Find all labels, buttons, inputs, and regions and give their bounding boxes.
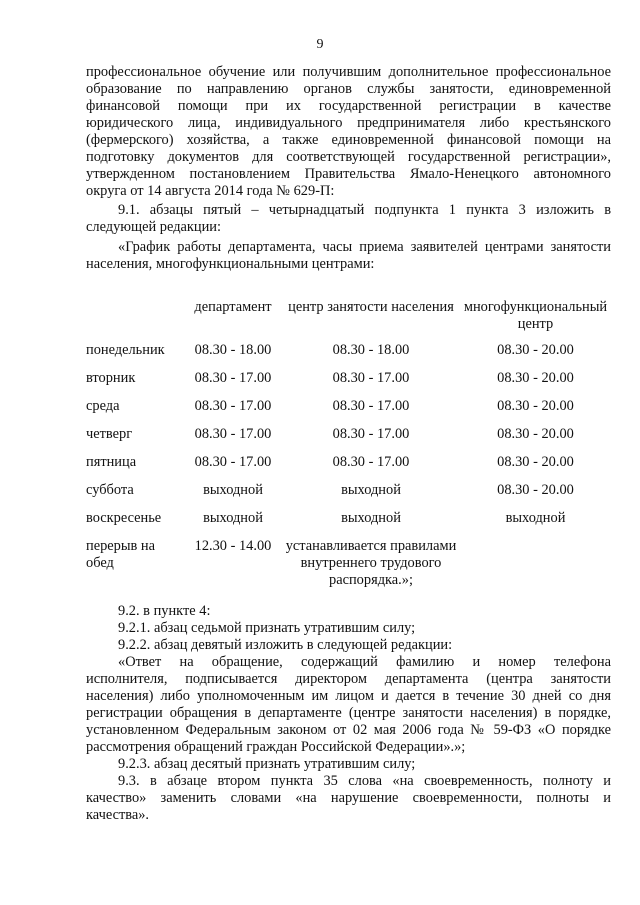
paragraph-9-1 xyxy=(86,202,611,236)
text-line: подготовку документов для соответствующей государственной регистрации», xyxy=(86,149,611,165)
department-hours: выходной xyxy=(203,482,263,498)
text-line: финансовой помощи при их государственной регистрации в качестве xyxy=(86,98,611,114)
table-row xyxy=(86,342,611,370)
intro-paragraph xyxy=(86,64,611,200)
quoted-paragraph xyxy=(86,654,611,756)
header-mfc: многофункциональный центр xyxy=(463,299,608,332)
table-row xyxy=(86,482,611,510)
paragraph-9-2: 9.2. в пункте 4: xyxy=(118,603,211,619)
department-hours: 08.30 - 17.00 xyxy=(194,426,272,442)
employment-center-hours: 08.30 - 17.00 xyxy=(332,398,410,414)
employment-center-hours: выходной xyxy=(341,510,401,526)
text-line: образование по направлению органов службы занятости, единовременной xyxy=(86,81,611,97)
page-number: 9 xyxy=(316,37,324,52)
table-row xyxy=(86,510,611,538)
table-row xyxy=(86,426,611,454)
text-line: населения) либо уполномоченным им лицом и дается в течение 30 дней со дня xyxy=(86,688,611,704)
text-line: утвержденном постановлением Правительства Ямало-Ненецкого автономного xyxy=(86,166,611,182)
day-cell: воскресенье xyxy=(86,510,162,526)
mfc-hours: 08.30 - 20.00 xyxy=(497,398,574,414)
day-cell: четверг xyxy=(86,426,133,442)
header-employment-center: центр занятости населения xyxy=(288,299,454,315)
table-row xyxy=(86,398,611,426)
day-cell: пятница xyxy=(86,454,137,470)
employment-center-hours: 08.30 - 17.00 xyxy=(332,370,410,386)
day-cell: вторник xyxy=(86,370,136,386)
text-line: округа от 14 августа 2014 года № 629-П: xyxy=(86,183,335,199)
employment-center-hours: выходной xyxy=(341,482,401,498)
mfc-hours: выходной xyxy=(505,510,566,526)
mfc-hours: 08.30 - 20.00 xyxy=(497,342,574,358)
department-hours: 08.30 - 18.00 xyxy=(194,342,272,358)
department-hours: 08.30 - 17.00 xyxy=(194,454,272,470)
table-header-row xyxy=(86,299,611,342)
text-line: исполнителя, подписывается директором департамента (центра занятости xyxy=(86,671,611,687)
day-cell: перерыв на обед xyxy=(86,538,156,571)
mfc-hours: 08.30 - 20.00 xyxy=(497,482,574,498)
mfc-hours: 08.30 - 20.00 xyxy=(497,370,574,386)
day-cell: понедельник xyxy=(86,342,165,358)
mfc-hours: 08.30 - 20.00 xyxy=(497,454,574,470)
text-line: населения, многофункциональными центрами: xyxy=(86,256,375,272)
text-line: установленном Федеральным законом от 02 мая 2006 года № 59-ФЗ «О порядке xyxy=(86,722,611,738)
header-department: департамент xyxy=(194,299,272,315)
department-hours: 08.30 - 17.00 xyxy=(194,398,272,414)
table-row-break xyxy=(86,538,611,589)
department-hours: 08.30 - 17.00 xyxy=(194,370,272,386)
department-hours: выходной xyxy=(203,510,263,526)
text-line: профессиональное обучение или получившим дополнительное профессиональное xyxy=(86,64,611,80)
text-line: следующей редакции: xyxy=(86,219,221,235)
document-body xyxy=(86,64,611,824)
day-cell: суббота xyxy=(86,482,134,498)
mfc-hours-empty xyxy=(460,538,611,589)
table-row xyxy=(86,454,611,482)
mfc-hours: 08.30 - 20.00 xyxy=(497,426,574,442)
text-line: 9.3. в абзаце втором пункта 35 слова «на своевременность, полноту и xyxy=(118,773,611,789)
text-line: юридического лица, индивидуального предпринимателя либо крестьянского xyxy=(86,115,611,131)
day-cell: среда xyxy=(86,398,120,414)
paragraph-9-2-2: 9.2.2. абзац девятый изложить в следующей редакции: xyxy=(118,637,453,653)
employment-center-hours: 08.30 - 17.00 xyxy=(332,426,410,442)
text-line: «График работы департамента, часы приема заявителей центрами занятости xyxy=(118,239,611,255)
paragraph-9-2-3: 9.2.3. абзац десятый признать утратившим силу; xyxy=(118,756,416,772)
department-hours: 12.30 - 14.00 xyxy=(194,538,272,554)
text-line: регистрации обращения в департаменте (центре занятости населения) в порядке, xyxy=(86,705,611,721)
paragraph-9-2-1: 9.2.1. абзац седьмой признать утратившим силу; xyxy=(118,620,416,636)
text-line: качества». xyxy=(86,807,150,823)
text-line: 9.1. абзацы пятый – четырнадцатый подпункта 1 пункта 3 изложить в xyxy=(118,202,611,218)
employment-center-hours: 08.30 - 17.00 xyxy=(332,454,410,470)
paragraph-9-3 xyxy=(86,773,611,824)
table-row xyxy=(86,370,611,398)
text-line: качество» заменить словами «на нарушение своевременности, полноты и xyxy=(86,790,611,806)
header-day xyxy=(86,299,184,342)
employment-center-hours: 08.30 - 18.00 xyxy=(332,342,410,358)
text-line: рассмотрения обращений граждан Российской Федерации».»; xyxy=(86,739,466,755)
break-note: устанавливается правилами внутреннего трудового распорядка.»; xyxy=(285,538,457,588)
text-line: «Ответ на обращение, содержащий фамилию и номер телефона xyxy=(118,654,611,670)
text-line: (фермерского) хозяйства, а также единовременной финансовой помощи на xyxy=(86,132,611,148)
schedule-intro xyxy=(86,239,611,273)
schedule-table xyxy=(86,299,611,589)
